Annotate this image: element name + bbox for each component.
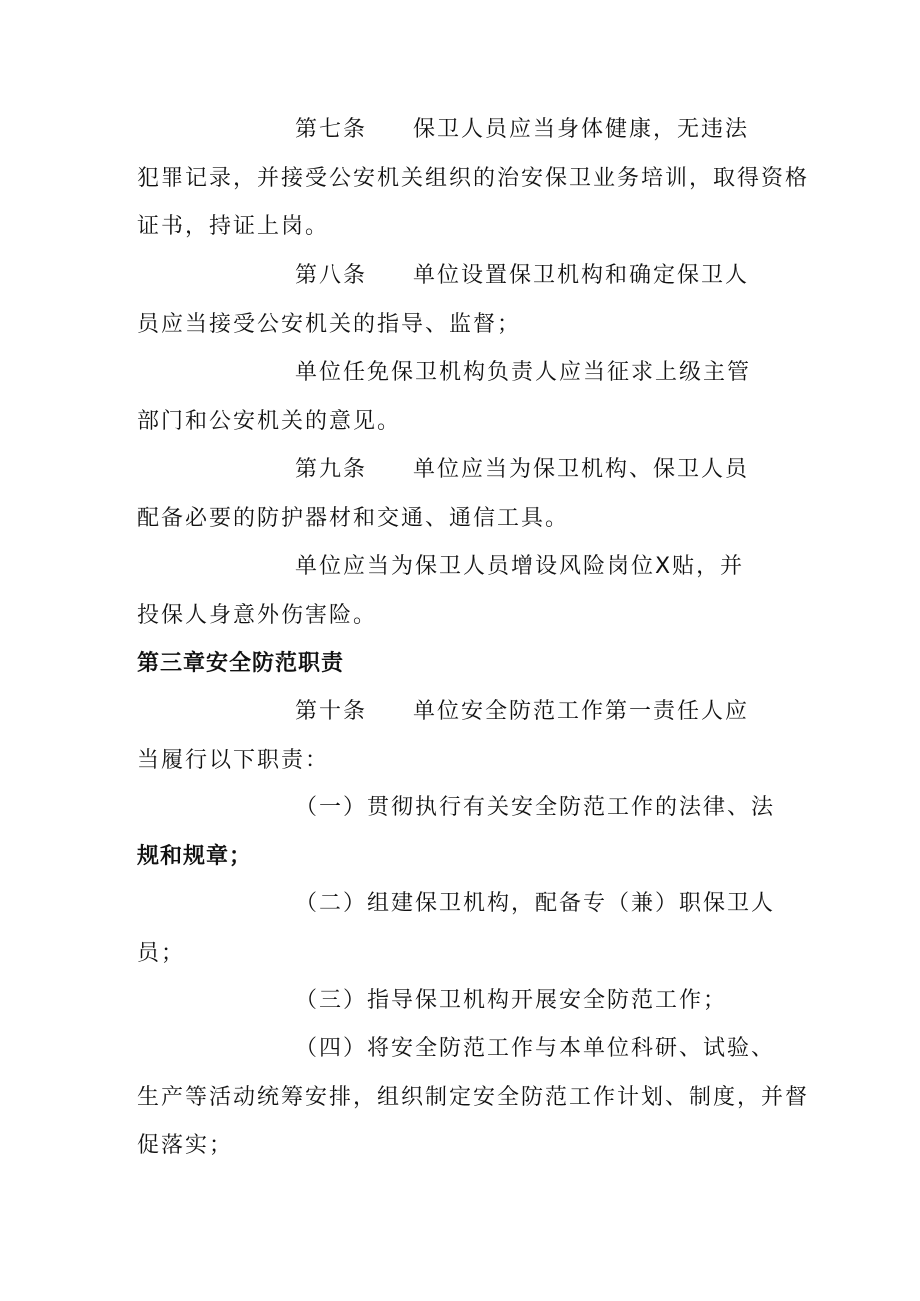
- article-9-para2-line-1: 单位应当为保卫人员增设风险岗位X贴，并: [295, 554, 745, 579]
- article-7-line-3: 证书，持证上岗。: [137, 214, 330, 239]
- article-10-label: 第十条: [295, 699, 368, 724]
- item-4-line-3: 促落实；: [137, 1133, 234, 1158]
- article-8-line-1: [295, 262, 749, 290]
- article-9-line-1: [295, 456, 749, 484]
- article-7-text: 保卫人员应当身体健康，无违法: [413, 117, 750, 142]
- article-8-para2-line-2: 部门和公安机关的意见。: [137, 409, 402, 434]
- article-9-para2-line-2: 投保人身意外伤害险。: [137, 603, 378, 628]
- item-4-line-1: （四）将安全防范工作与本单位科研、试验、: [295, 1036, 776, 1061]
- article-8-line-2: 员应当接受公安机关的指导、监督；: [137, 312, 522, 337]
- article-10-line-2: 当履行以下职责：: [137, 748, 330, 773]
- article-9-line-2: 配备必要的防护器材和交通、通信工具。: [137, 506, 570, 531]
- item-2-line-1: （二）组建保卫机构，配备专（兼）职保卫人: [295, 891, 776, 916]
- item-1-line-1: （一）贯彻执行有关安全防范工作的法律、法: [295, 795, 776, 820]
- chapter-3-heading: 第三章安全防范职责: [137, 651, 345, 676]
- item-1-line-2: 规和规章；: [137, 844, 253, 869]
- article-10-line-1: [295, 698, 749, 726]
- article-8-para2-line-1: 单位任免保卫机构负责人应当征求上级主管: [295, 360, 752, 385]
- item-2-line-2: 员；: [137, 941, 186, 966]
- article-8-label: 第八条: [295, 263, 368, 288]
- article-7-line-2: 犯罪记录，并接受公安机关组织的治安保卫业务培训，取得资格: [137, 166, 810, 191]
- article-8-text: 单位设置保卫机构和确定保卫人: [413, 263, 750, 288]
- item-3-line-1: （三）指导保卫机构开展安全防范工作；: [295, 988, 728, 1013]
- article-10-text: 单位安全防范工作第一责任人应: [413, 699, 750, 724]
- article-7-line-1: [295, 116, 749, 144]
- article-9-text: 单位应当为保卫机构、保卫人员: [413, 457, 750, 482]
- item-4-line-2: 生产等活动统筹安排，组织制定安全防范工作计划、制度，并督: [137, 1085, 810, 1110]
- article-7-label: 第七条: [295, 117, 368, 142]
- article-9-label: 第九条: [295, 457, 368, 482]
